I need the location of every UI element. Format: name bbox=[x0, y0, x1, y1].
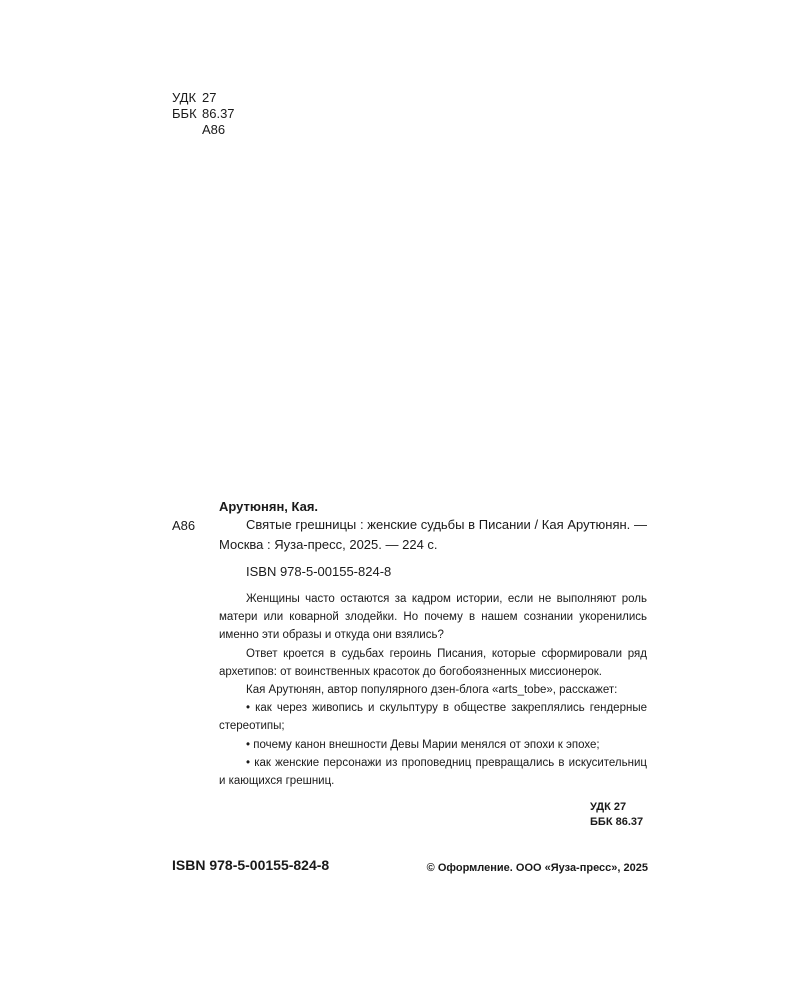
isbn-footer: ISBN 978-5-00155-824-8 bbox=[172, 857, 330, 873]
bibliographic-description: Святые грешницы : женские судьбы в Писании / Кая Арутюнян. — Москва : Яуза-пресс, 2025. — 224 с. bbox=[219, 517, 647, 552]
bbk-value: 86.37 bbox=[202, 106, 235, 121]
bbk-code: ББК 86.37 bbox=[590, 816, 644, 828]
annotation-bullet: • как через живопись и скульптуру в обществе закреплялись гендерные стереотипы; bbox=[219, 702, 647, 733]
author-mark-top: А86 bbox=[202, 122, 226, 137]
annotation-bullet: • почему канон внешности Девы Марии менялся от эпохи к эпохе; bbox=[246, 738, 600, 751]
author-heading: Арутюнян, Кая. bbox=[219, 499, 319, 514]
bbk-label: ББК bbox=[172, 106, 197, 121]
udk-value: 27 bbox=[202, 90, 217, 105]
bbk-row bbox=[172, 106, 235, 122]
annotation-paragraph: Женщины часто остаются за кадром истории, если не выполняют роль матери или коварной злодейки. Но почему в нашем сознании укоренились именно эти образы и откуда они взялись? bbox=[219, 593, 647, 642]
isbn-entry: ISBN 978-5-00155-824-8 bbox=[246, 564, 392, 579]
udk-row bbox=[172, 90, 235, 106]
annotation-bullet: • как женские персонажи из проповедниц превращались в искусительниц и кающихся грешниц. bbox=[219, 756, 647, 788]
copyright-notice: © Оформление. ООО «Яуза-пресс», 2025 bbox=[426, 862, 648, 874]
top-classification-block bbox=[172, 90, 235, 138]
annotation-paragraph: Кая Арутюнян, автор популярного дзен-блога «arts_tobe», расскажет: bbox=[246, 684, 618, 697]
annotation bbox=[219, 590, 647, 790]
udk-label: УДК bbox=[172, 90, 197, 105]
udk-code: УДК 27 bbox=[590, 801, 627, 813]
annotation-paragraph: Ответ кроется в судьбах героинь Писания, которые сформировали ряд архетипов: от воинственных красоток до богобоязненных миссионерок. bbox=[219, 647, 647, 678]
author-mark: А86 bbox=[172, 518, 196, 533]
bottom-classification-block bbox=[590, 800, 643, 830]
